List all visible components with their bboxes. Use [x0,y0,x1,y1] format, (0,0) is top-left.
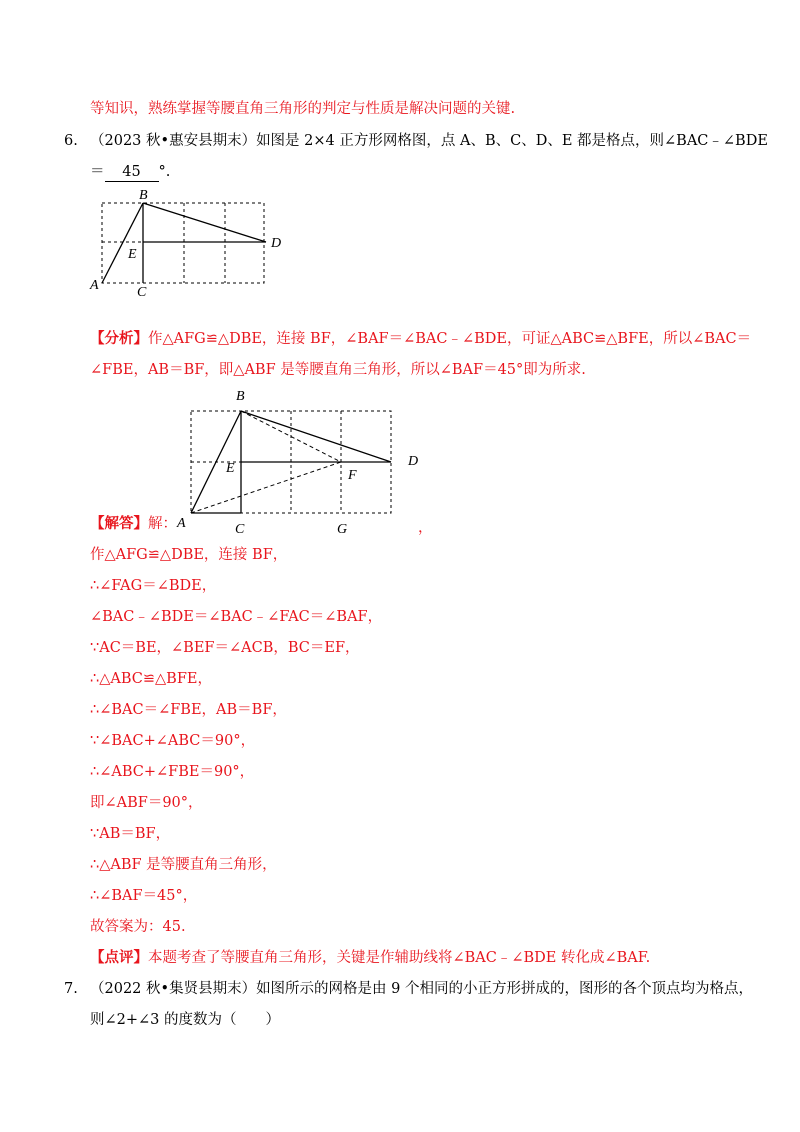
question-7-number: 7. [64,981,78,997]
fig1-label-D: D [271,236,282,251]
comment-line [90,948,650,968]
solution-line: ∠BAC﹣∠BDE＝∠BAC﹣∠FAC＝∠BAF， [90,609,383,625]
solution-line: ∴△ABF 是等腰直角三角形， [90,857,277,873]
solution-head: 解： [148,516,177,532]
solution-line: 作△AFG≌△DBE，连接 BF， [90,547,288,563]
question-6-number: 6. [64,133,78,149]
answer-blank: 45 [105,163,159,182]
fig1-label-A: A [90,278,99,293]
solution-line: ∴△ABC≌△BFE， [90,671,212,687]
solution-line: 即∠ABF＝90°， [90,795,203,811]
eq-prefix: ＝ [90,164,105,180]
solution-line: ∴∠ABC+∠FBE＝90°， [90,764,255,780]
comment-tag: 【点评】 [90,949,148,966]
solution-line: ∵∠BAC+∠ABC＝90°， [90,733,256,749]
eq-suffix: °. [158,164,171,180]
fig2-label-A: A [177,516,186,531]
figure-2-grid [170,383,440,538]
solution-line: ∵AB＝BF， [90,826,171,842]
figure-1-grid [85,185,285,300]
question-6-stem: （2023 秋•惠安县期末）如图是 2×4 正方形网格图，点 A、B、C、D、E 都是格点，则∠BAC﹣∠BDE [90,133,768,149]
fig2-label-F: F [348,468,357,483]
solution-line: ∴∠BAC＝∠FBE，AB＝BF， [90,702,287,718]
comment-text: 本题考查了等腰直角三角形，关键是作辅助线将∠BAC﹣∠BDE 转化成∠BAF. [148,950,651,966]
solution-header [90,514,177,534]
question-7-stem-line-2: 则∠2+∠3 的度数为（ ） [90,1012,281,1028]
segment-AF-dashed [191,462,341,513]
solution-line: ∴∠BAF＝45°， [90,888,198,904]
top-note: 等知识，熟练掌握等腰直角三角形的判定与性质是解决问题的关键. [90,101,516,117]
solution-tag: 【解答】 [90,515,148,532]
segment-BD [143,203,266,242]
segment-AB [102,203,143,283]
fig1-label-B: B [139,188,148,203]
fig2-label-D: D [408,454,419,469]
question-6-answer-line [90,162,170,182]
trailing-comma: ， [418,520,433,536]
fig2-label-E: E [226,461,235,476]
solution-line: ∴∠FAG＝∠BDE， [90,578,217,594]
analysis-tag: 【分析】 [90,330,148,347]
fig2-label-B: B [236,389,245,404]
analysis-line-2: ∠FBE，AB＝BF，即△ABF 是等腰直角三角形，所以∠BAF＝45°即为所求. [90,362,586,378]
question-7-stem-line-1: （2022 秋•集贤县期末）如图所示的网格是由 9 个相同的小正方形拼成的，图形的各个顶点均为格点， [90,981,754,997]
solution-line: 故答案为：45. [90,919,186,935]
fig2-label-C: C [235,522,245,537]
solution-line: ∵AC＝BE，∠BEF＝∠ACB，BC＝EF， [90,640,360,656]
fig2-label-G: G [337,522,348,537]
segment-BD-2 [241,411,391,462]
analysis-text-1: 作△AFG≌△DBE，连接 BF，∠BAF＝∠BAC﹣∠BDE，可证△ABC≌△BFE，所以∠BAC＝ [148,331,752,347]
fig1-label-C: C [137,285,147,300]
fig1-label-E: E [128,247,137,262]
analysis-line-1 [90,329,751,349]
